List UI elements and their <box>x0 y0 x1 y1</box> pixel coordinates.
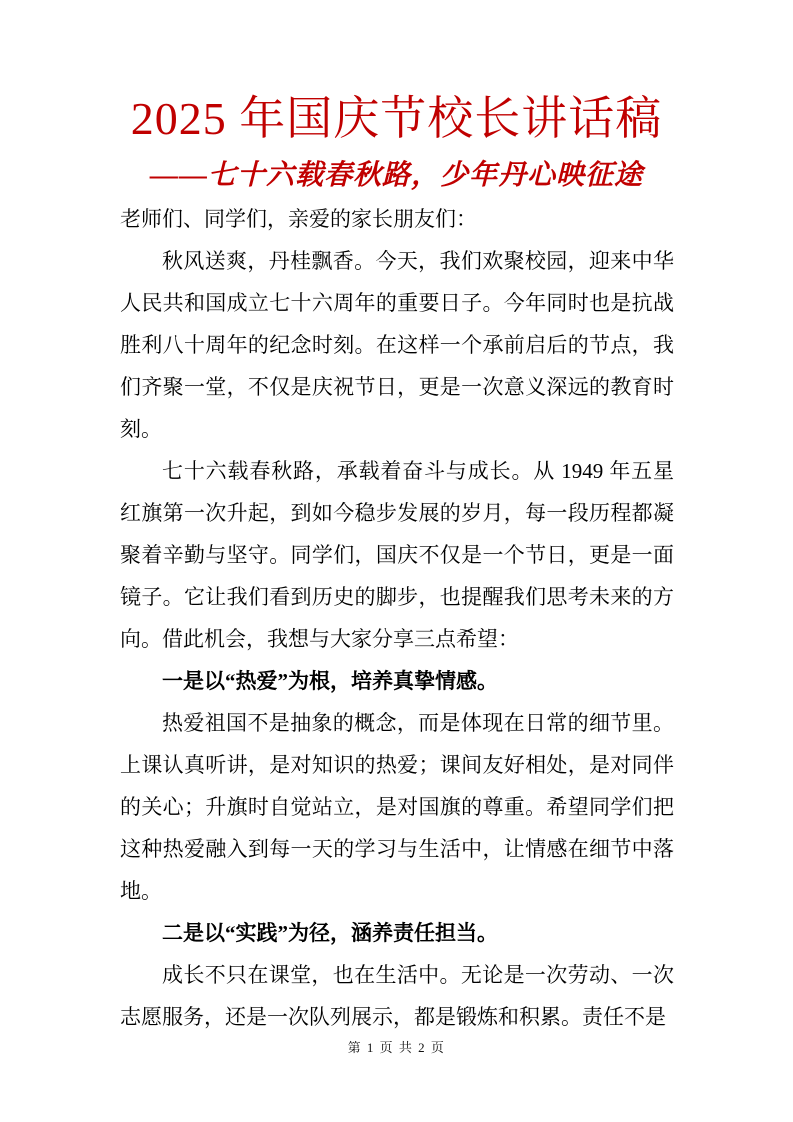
page-number-footer: 第 1 页 共 2 页 <box>347 1040 446 1055</box>
document-body <box>120 198 674 1038</box>
document-subtitle: ——七十六载春秋路，少年丹心映征途 <box>149 160 643 191</box>
body-paragraph: 成长不只在课堂，也在生活中。无论是一次劳动、一次志愿服务，还是一次队列展示，都是锻炼和积累。责任不是 <box>120 963 674 1029</box>
body-paragraph: 七十六载春秋路，承载着奋斗与成长。从 1949 年五星红旗第一次升起，到如今稳步发展的岁月，每一段历程都凝聚着辛勤与坚守。同学们，国庆不仅是一个节日，更是一面镜子。它让我们看到历史的脚步，也提醒我们思考未来的方向。借此机会，我想与大家分享三点希望： <box>120 459 674 651</box>
salutation-line: 老师们、同学们，亲爱的家长朋友们： <box>120 207 477 231</box>
document-title: 2025 年国庆节校长讲话稿 <box>130 93 663 144</box>
section-heading: 一是以“热爱”为根，培养真挚情感。 <box>162 669 498 693</box>
body-paragraph: 热爱祖国不是抽象的概念，而是体现在日常的细节里。上课认真听讲，是对知识的热爱；课间友好相处，是对同伴的关心；升旗时自觉站立，是对国旗的尊重。希望同学们把这种热爱融入到每一天的学习与生活中，让情感在细节中落地。 <box>120 711 674 903</box>
section-heading: 二是以“实践”为径，涵养责任担当。 <box>162 921 498 945</box>
body-paragraph: 秋风送爽，丹桂飘香。今天，我们欢聚校园，迎来中华人民共和国成立七十六周年的重要日子。今年同时也是抗战胜利八十周年的纪念时刻。在这样一个承前启后的节点，我们齐聚一堂，不仅是庆祝节日，更是一次意义深远的教育时刻。 <box>120 249 674 441</box>
